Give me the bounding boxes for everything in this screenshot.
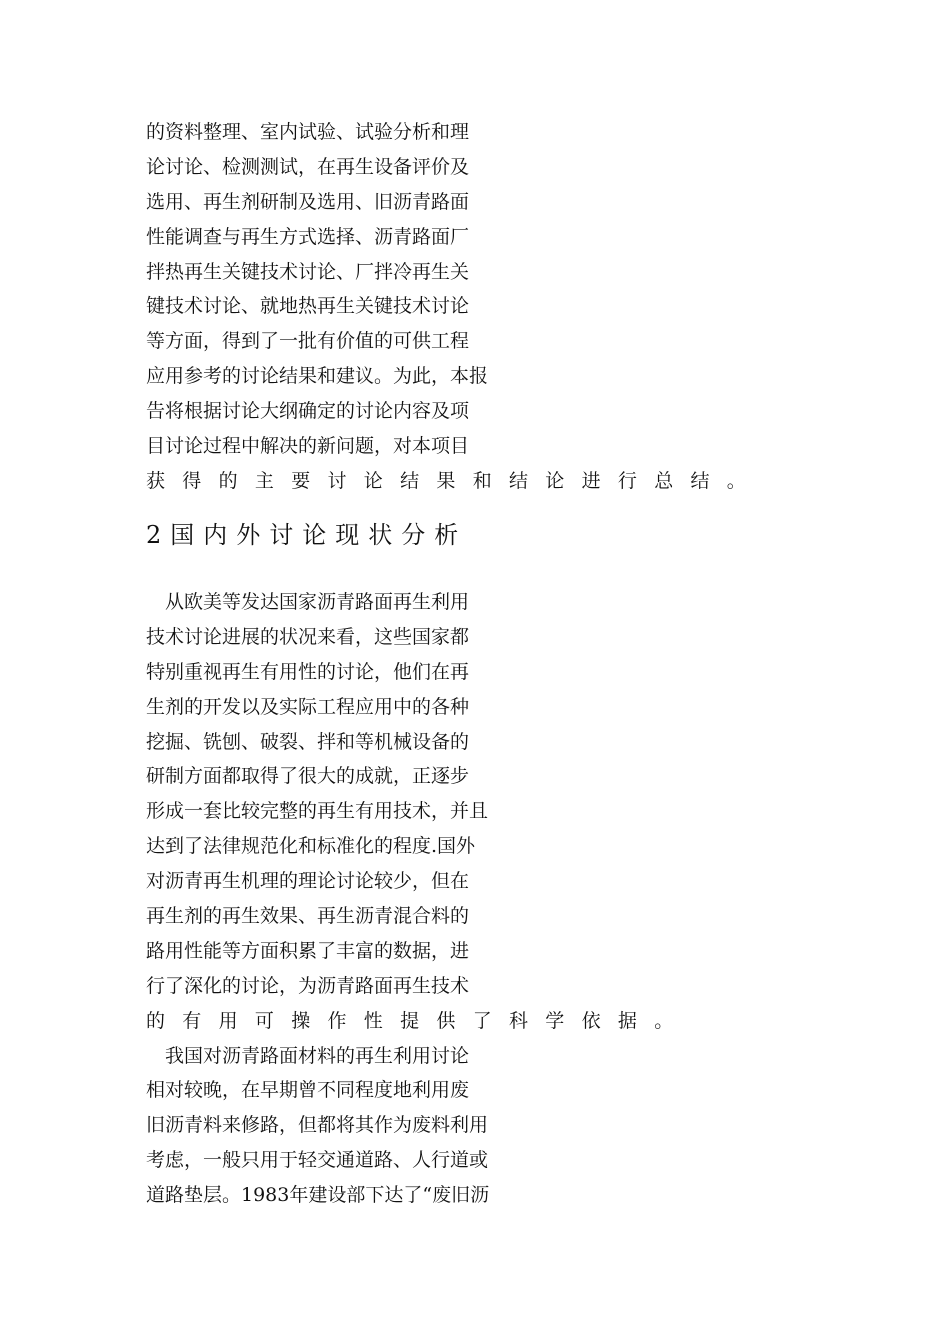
text-line: 从欧美等发达国家沥青路面再生利用 <box>146 591 470 613</box>
text-line: 路用性能等方面积累了丰富的数据，进 <box>146 939 470 962</box>
text-line: 告将根据讨论大纲确定的讨论内容及项 <box>146 400 470 423</box>
text-line: 的资料整理、室内试验、试验分析和理 <box>146 121 470 143</box>
text-line: 行了深化的讨论，为沥青路面再生技术 <box>146 974 470 997</box>
text-line: 对沥青再生机理的理论讨论较少，但在 <box>146 870 470 893</box>
text-line: 我国对沥青路面材料的再生利用讨论 <box>146 1044 470 1067</box>
text-line: 获得的主要讨论结果和结论进行总结。 <box>146 469 764 492</box>
text-line: 达到了法律规范化和标准化的程度.国外 <box>146 835 476 858</box>
text-line: 研制方面都取得了很大的成就，正逐步 <box>146 765 470 788</box>
section-body <box>146 585 787 1213</box>
section-heading: 2国内外讨论现状分析 <box>146 521 468 549</box>
text-line: 目讨论过程中解决的新问题，对本项目 <box>146 435 470 458</box>
text-line: 特别重视再生有用性的讨论，他们在再 <box>146 660 470 683</box>
text-line: 应用参考的讨论结果和建议。为此，本报 <box>146 365 489 388</box>
text-line: 道路垫层。1983年建设部下达了“废旧沥 <box>146 1184 490 1207</box>
text-line: 旧沥青料来修路，但都将其作为废料利用 <box>146 1114 489 1137</box>
text-line: 形成一套比较完整的再生有用技术，并且 <box>146 800 489 823</box>
text-line: 相对较晚，在早期曾不同程度地利用废 <box>146 1079 470 1102</box>
text-line: 再生剂的再生效果、再生沥青混合料的 <box>146 905 470 928</box>
text-line: 的有用可操作性提供了科学依据。 <box>146 1009 691 1032</box>
intro-paragraph <box>146 115 787 499</box>
text-line: 考虑，一般只用于轻交通道路、人行道或 <box>146 1149 489 1172</box>
text-line: 生剂的开发以及实际工程应用中的各种 <box>146 695 470 718</box>
text-line: 拌热再生关键技术讨论、厂拌冷再生关 <box>146 260 470 283</box>
text-line: 技术讨论进展的状况来看，这些国家都 <box>146 625 470 648</box>
text-line: 挖掘、铣刨、破裂、拌和等机械设备的 <box>146 730 470 753</box>
text-line: 性能调查与再生方式选择、沥青路面厂 <box>146 225 470 248</box>
text-line: 等方面，得到了一批有价值的可供工程 <box>146 330 470 353</box>
text-line: 键技术讨论、就地热再生关键技术讨论 <box>146 295 470 318</box>
text-line: 论讨论、检测测试，在再生设备评价及 <box>146 155 470 178</box>
text-line: 选用、再生剂研制及选用、旧沥青路面 <box>146 190 470 213</box>
